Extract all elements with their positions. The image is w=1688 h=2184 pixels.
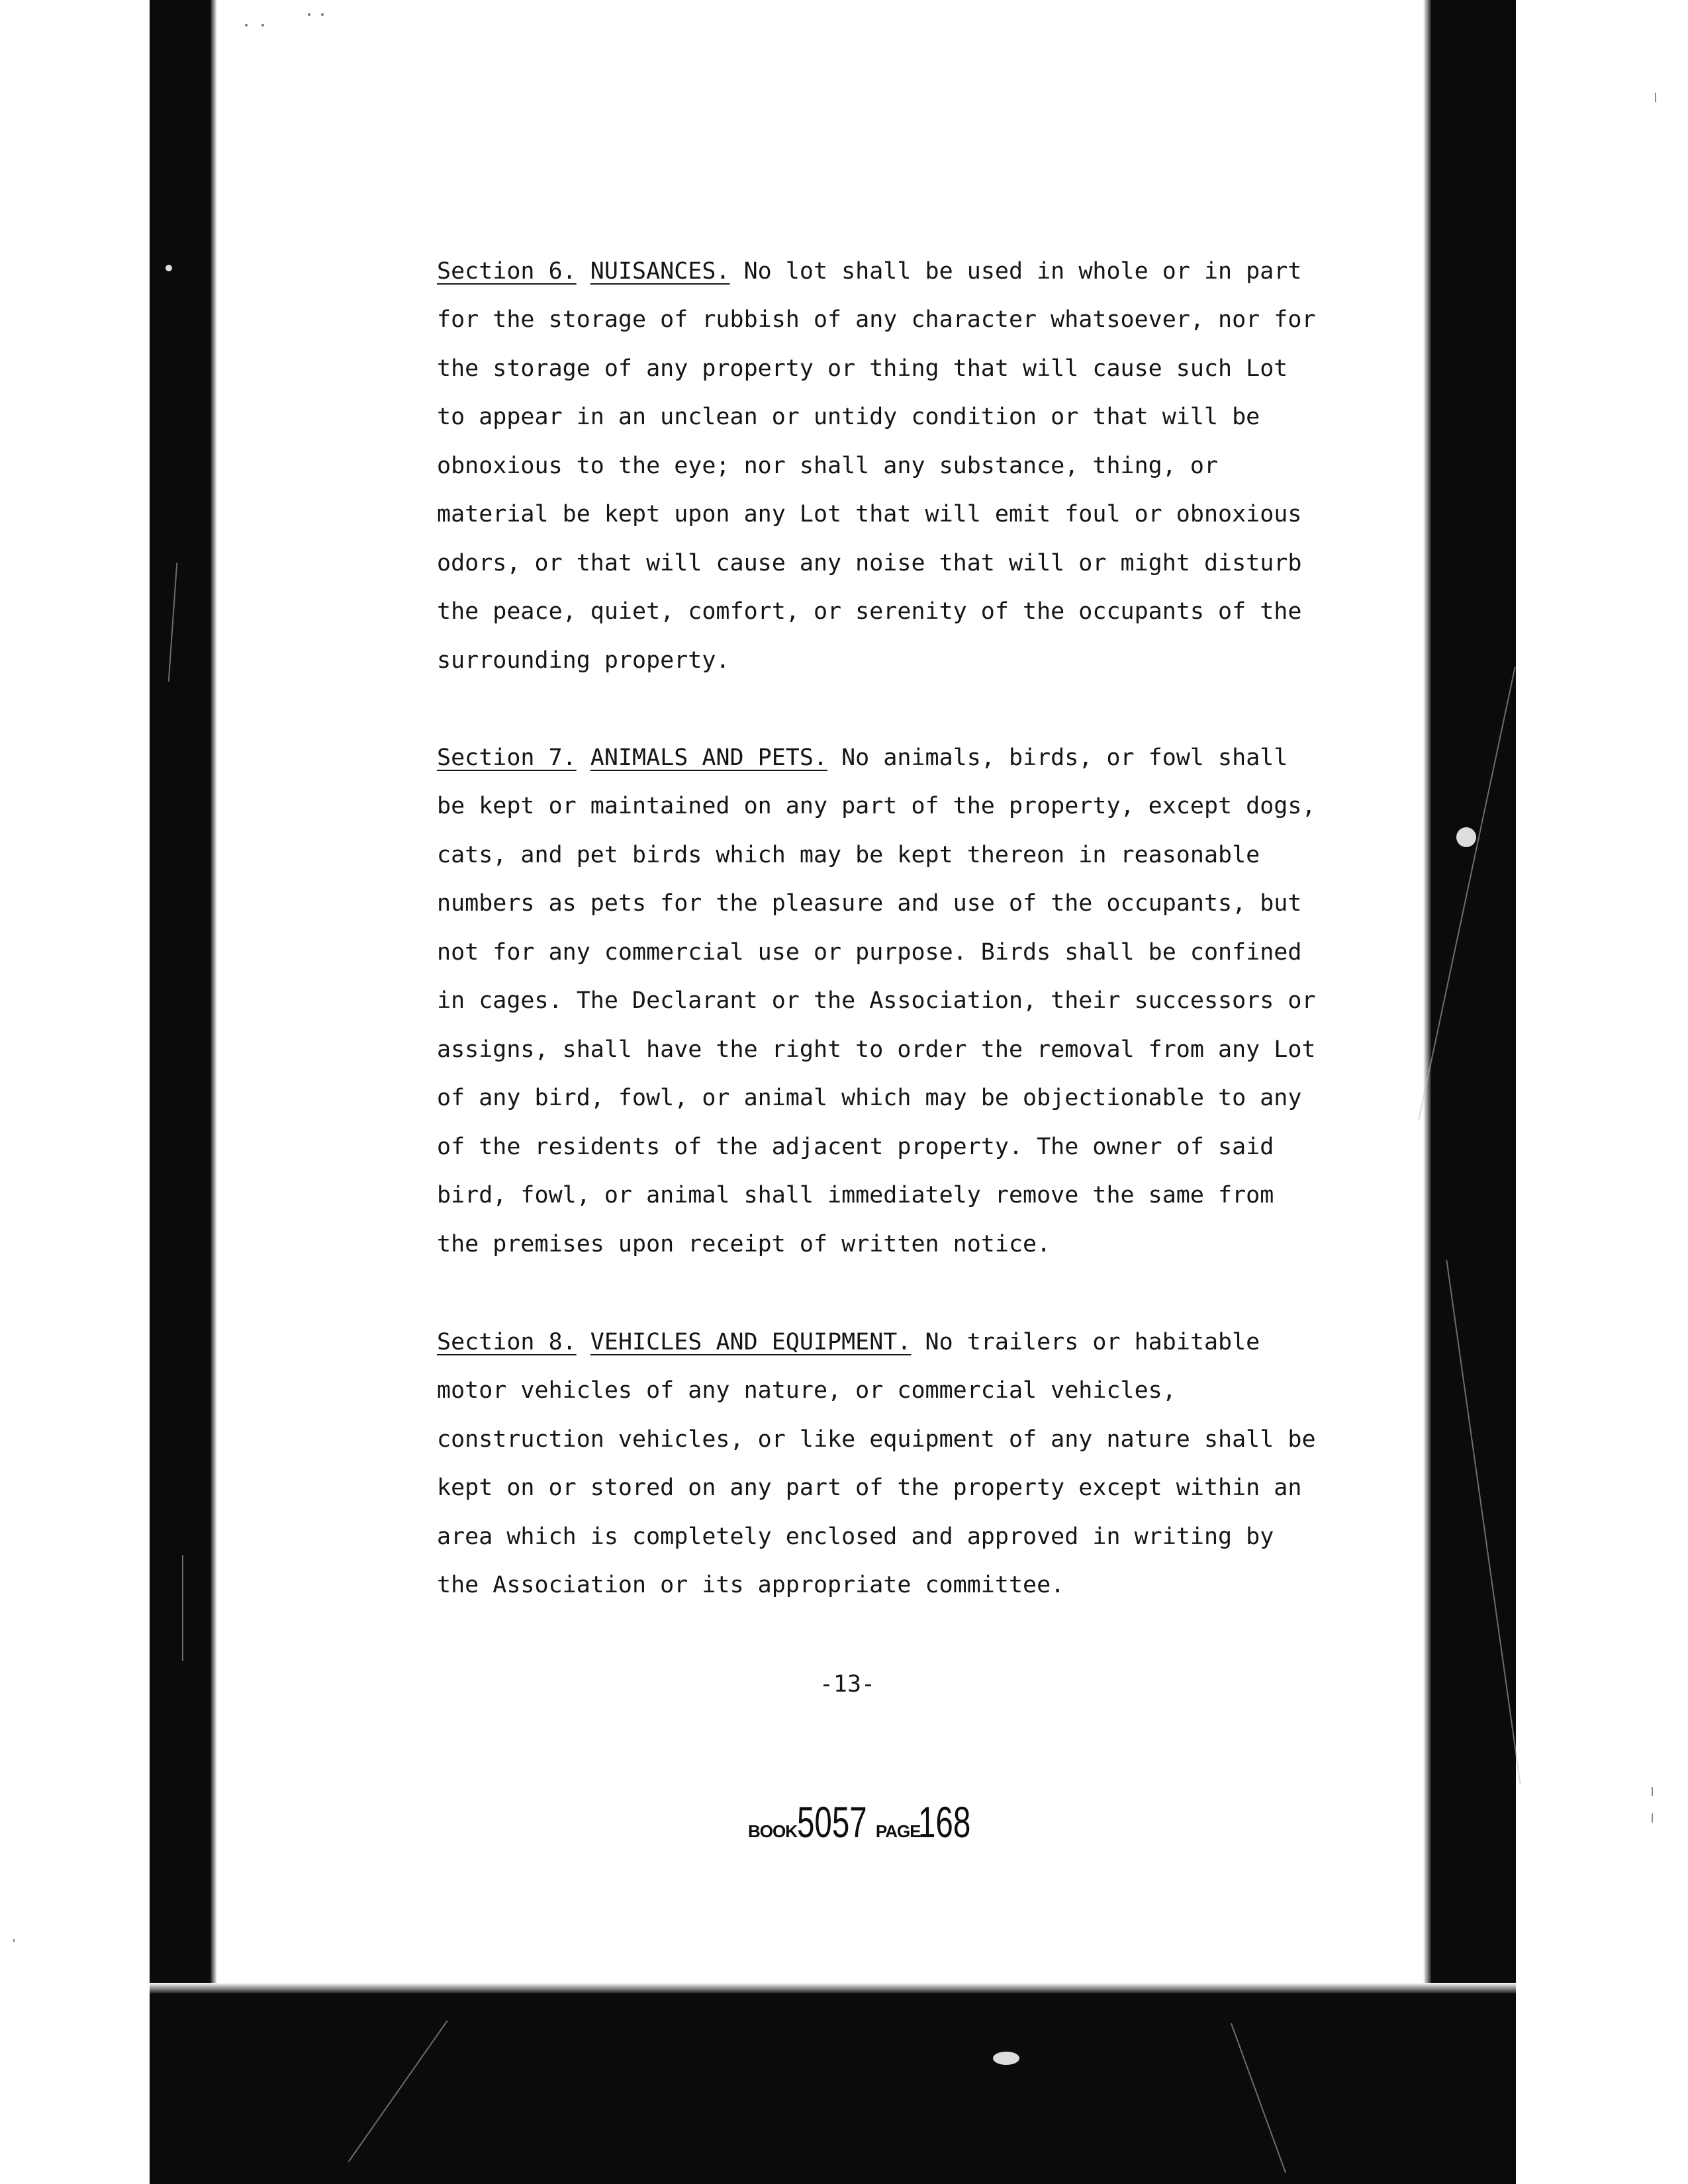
book-label: BOOK bbox=[748, 1821, 797, 1841]
page-number: -13- bbox=[819, 1671, 876, 1698]
section-label: Section 6. bbox=[437, 257, 577, 285]
page-label: PAGE bbox=[875, 1821, 921, 1841]
book-number: 5057 bbox=[797, 1797, 867, 1846]
book-page-stamp bbox=[748, 1797, 991, 1856]
section-body: No lot shall be used in whole or in part for the storage of rubbish of any character whatsoever, nor for the storage of any property or thing that will cause such Lot to appear in an unclean or untidy condition or that will be obnoxious to the eye; nor shall any substance, thing, or material be kept upon any Lot that will emit foul or obnoxious odors, or that will cause any noise that will or might disturb the peace, quiet, comfort, or serenity of the occupants of the surrounding property. bbox=[437, 257, 1316, 674]
section-body: No trailers or habitable motor vehicles of any nature, or commercial vehicles, construction vehicles, or like equipment of any nature shall be kept on or stored on any part of the property except within an area which is completely enclosed and approved in writing by the Association or its appropriate committee. bbox=[437, 1328, 1316, 1598]
stamp-page-number: 168 bbox=[917, 1797, 970, 1846]
section-6-paragraph bbox=[437, 199, 1324, 685]
section-title: ANIMALS AND PETS. bbox=[590, 744, 828, 771]
section-title: VEHICLES AND EQUIPMENT. bbox=[590, 1328, 912, 1355]
section-heading bbox=[437, 258, 744, 285]
section-label: Section 7. bbox=[437, 744, 577, 771]
section-heading bbox=[437, 1329, 925, 1355]
section-label: Section 8. bbox=[437, 1328, 577, 1355]
section-8-paragraph bbox=[437, 1269, 1324, 1610]
section-heading bbox=[437, 745, 841, 771]
section-body: No animals, birds, or fowl shall be kept or maintained on any part of the property, except dogs, cats, and pet birds which may be kept thereon in reasonable numbers as pets for the pleasure and use of the occupants, but not for any commercial use or purpose. Birds shall be confined in cages. The Declarant or the Association, their successors or assigns, shall have the right to order the removal from any Lot of any bird, fowl, or animal which may be objectionable to any of the residents of the adjacent property. The owner of said bird, fowl, or animal shall immediately remove the same from the premises upon receipt of written notice. bbox=[437, 744, 1316, 1257]
section-title: NUISANCES. bbox=[590, 257, 730, 285]
section-7-paragraph bbox=[437, 685, 1324, 1269]
